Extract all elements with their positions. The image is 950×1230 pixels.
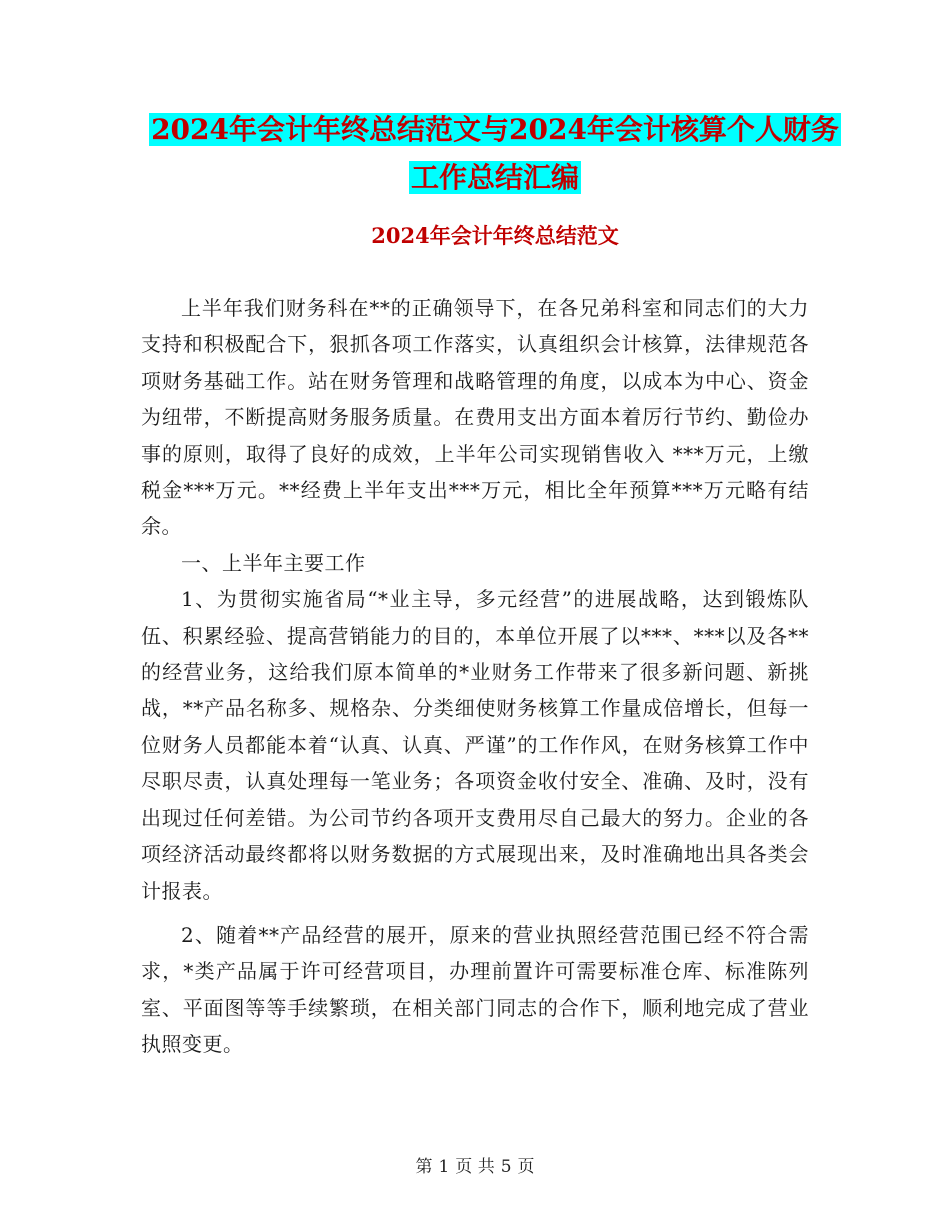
footer-page-total: 5 [500,1157,512,1177]
footer-prefix: 第 [415,1157,433,1177]
paragraph-item-2: 2、随着**产品经营的展开，原来的营业执照经营范围已经不符合需求，*类产品属于许可经营项目，办理前置许可需要标准仓库、标准陈列室、平面图等等手续繁琐，在相关部门同志的合作下，顺利地完成了营业执照变更。 [141,922,809,1057]
footer-page-current: 1 [438,1157,450,1177]
footer-mid: 页 共 [455,1157,495,1177]
paragraph-heading-1: 一、上半年主要工作 [181,550,366,575]
document-title-line-2: 工作总结汇编 [410,161,579,194]
paragraph-intro: 上半年我们财务科在**的正确领导下，在各兄弟科室和同志们的大力支持和积极配合下，狠抓各项工作落实，认真组织会计核算，法律规范各项财务基础工作。站在财务管理和战略管理的角度，以成本为中心、资金为纽带，不断提高财务服务质量。在费用支出方面本着厉行节约、勤俭办事的原则，取得了良好的成效，上半年公司实现销售收入 ***万元，上缴税金***万元。**经费上半年支出***万元，相比全年预算***万元略有结余。 [141,296,809,539]
document-body [141,290,809,1063]
document-title-line-1: 2024年会计年终总结范文与2024年会计核算个人财务 [151,113,839,146]
page-footer [0,1152,950,1177]
document-title [140,106,850,202]
paragraph-item-1: 1、为贯彻实施省局“*业主导，多元经营”的进展战略，达到锻炼队伍、积累经验、提高营销能力的目的，本单位开展了以***、***以及各**的经营业务，这给我们原本简单的*业财务工作带来了很多新问题、新挑战，**产品名称多、规格杂、分类细使财务核算工作量成倍增长，但每一位财务人员都能本着“认真、认真、严谨”的工作作风，在财务核算工作中尽职尽责，认真处理每一笔业务；各项资金收付安全、准确、及时，没有出现过任何差错。为公司节约各项开支费用尽自己最大的努力。企业的各项经济活动最终都将以财务数据的方式展现出来，及时准确地出具各类会计报表。 [141,587,809,903]
section-title: 2024年会计年终总结范文 [371,223,619,248]
footer-suffix: 页 [517,1157,535,1177]
